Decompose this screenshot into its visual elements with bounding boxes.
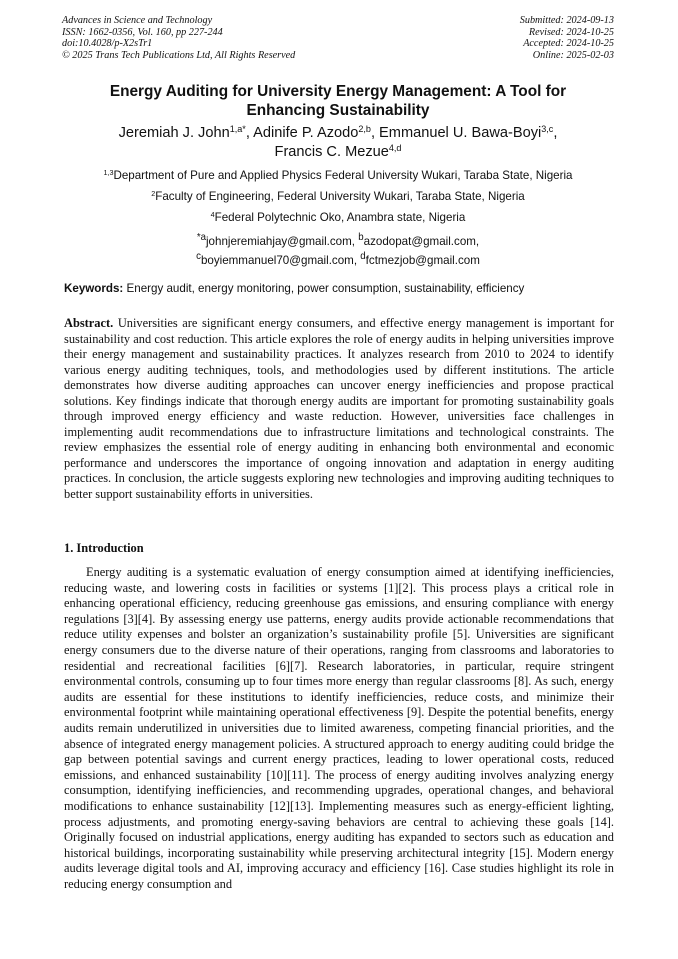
abstract-text: Universities are significant energy consumers, and effective energy management is important for sustainability and cost reduction. This article explores the role of energy audits in helping universities improve their energy management and sustainability practices. It analyzes research from 2010 to 2024 to identify various energy auditing techniques, tools, and methodologies used by different institutions. The article demonstrates how diverse auditing approaches can uncover energy inefficiencies and propose practical solutions. Key findings indicate that thorough energy audits are important for promoting sustainability goals through improved energy efficiency and waste reduction. However, universities face challenges in implementing audit recommendations due to infrastructure limitations and technological constraints. The review emphasizes the essential role of energy auditing in enhancing both environmental and economic performance and underscores the importance of ongoing innovation and adaptation in energy auditing practices. In conclusion, the article suggests exploring new technologies and improving auditing techniques to better support sustainability efforts in universities. <box>64 316 614 501</box>
author-marker: 4,d <box>388 143 402 154</box>
email-marker: c <box>196 250 201 262</box>
affiliation-2 <box>62 189 614 204</box>
issn-volume: ISSN: 1662-0356, Vol. 160, pp 227-244 <box>62 26 223 38</box>
author-marker: 2,b <box>358 124 371 135</box>
affiliation-marker: 4 <box>210 210 215 220</box>
paper-title <box>62 82 614 120</box>
keywords-label: Keywords: <box>64 282 124 295</box>
title-line-2: Enhancing Sustainability <box>246 102 430 119</box>
email-line-2 <box>62 249 614 268</box>
keywords <box>64 281 616 296</box>
author-marker: 1,a* <box>229 124 246 135</box>
revised-date: Revised: 2024-10-25 <box>528 26 614 38</box>
affiliation-1 <box>62 168 614 183</box>
author-line-2 <box>62 143 614 162</box>
accepted-date: Accepted: 2024-10-25 <box>523 38 614 50</box>
abstract-label: Abstract. <box>64 316 114 330</box>
affiliation-text: Faculty of Engineering, Federal University Wukari, Taraba State, Nigeria <box>155 190 525 203</box>
online-date: Online: 2025-02-03 <box>532 49 614 61</box>
author-emails <box>62 230 614 268</box>
title-line-1: Energy Auditing for University Energy Management: A Tool for <box>109 83 567 100</box>
affiliation-marker: 2 <box>151 189 156 199</box>
author-name: Emmanuel U. Bawa-Boyi <box>379 125 542 141</box>
doi: doi:10.4028/p-X2sTr1 <box>62 38 153 50</box>
introduction-paragraph: Energy auditing is a systematic evaluation of energy consumption aimed at identifying inefficiencies, reducing waste, and lowering costs in facilities or systems [1][2]. This process plays a critical role in enhancing operational efficiency, reducing greenhouse gas emissions, and ensuring compliance with energy regulations [3][4]. By assessing energy use patterns, energy audits provide actionable recommendations that reduce utility expenses and bolster an organization’s sustainability profile [5]. Universities are significant energy consumers due to the diverse nature of their operations, ranging from classrooms and laboratories to residential and recreational facilities [6][7]. Research laboratories, in particular, require stringent environmental controls, consuming up to four times more energy than regular classrooms [8]. As such, energy audits are essential for these institutions to identify inefficiencies, reduce costs, and minimize their environmental footprint while maintaining operational effectiveness [9]. Despite the potential benefits, energy audits remain underutilized in universities due to limited awareness, competing financial priorities, and the absence of integrated energy management policies. A structured approach to energy auditing could bridge the gap between potential savings and current energy practices, leading to lower operational costs, reduced emissions, and enhanced sustainability [10][11]. The process of energy auditing involves analyzing energy consumption, identifying inefficiencies, and recommending upgrades, operational changes, and behavioral modifications to enhance sustainability [12][13]. Implementing measures such as energy-efficient lighting, process adjustments, and promoting energy-saving behaviors are central to achieving these goals [14]. Originally focused on industrial applications, energy auditing has expanded to sectors such as education and historical buildings, incorporating sustainability while preserving architectural integrity [15]. Modern energy audits leverage digital tools and AI, improving accuracy and efficiency [16]. Case studies highlight its role in reducing energy consumption and <box>64 565 614 891</box>
email-link[interactable]: johnjeremiahjay@gmail.com, <box>205 234 356 248</box>
email-marker: b <box>358 232 364 243</box>
publication-dates <box>520 15 614 61</box>
email-link[interactable]: boyiemmanuel70@gmail.com, <box>200 253 358 267</box>
affiliation-marker: 1,3 <box>103 168 114 178</box>
email-marker: *a <box>196 232 206 243</box>
email-link[interactable]: azodopat@gmail.com, <box>363 234 480 248</box>
affiliation-text: Department of Pure and Applied Physics Federal University Wukari, Taraba State, Nigeria <box>113 169 573 182</box>
affiliation-3 <box>62 210 614 225</box>
author-name: Adinife P. Azodo <box>253 125 359 141</box>
submitted-date: Submitted: 2024-09-13 <box>519 15 614 26</box>
author-marker: 3,c <box>541 124 554 135</box>
affiliation-text: Federal Polytechnic Oko, Anambra state, Nigeria <box>214 211 466 224</box>
journal-name: Advances in Science and Technology <box>62 15 213 26</box>
keywords-text: Energy audit, energy monitoring, power consumption, sustainability, efficiency <box>126 282 525 295</box>
author-name: Francis C. Mezue <box>274 144 389 160</box>
abstract <box>64 316 614 502</box>
author-line-1: Jeremiah J. John$^{1,a*}$, Adinife P. Azodo$^{2,b}$, Emmanuel U. Bawa-Boyi$^{3,c}$, <box>118 124 558 141</box>
email-line-1 <box>62 230 614 249</box>
email-link[interactable]: fctmezjob@gmail.com <box>365 253 480 267</box>
journal-info <box>62 15 295 61</box>
copyright: © 2025 Trans Tech Publications Ltd, All Rights Reserved <box>62 49 296 61</box>
email-marker: d <box>360 250 366 262</box>
author-name: Jeremiah J. John <box>118 125 230 141</box>
author-list <box>62 124 614 162</box>
section-heading: 1. Introduction <box>64 541 144 555</box>
